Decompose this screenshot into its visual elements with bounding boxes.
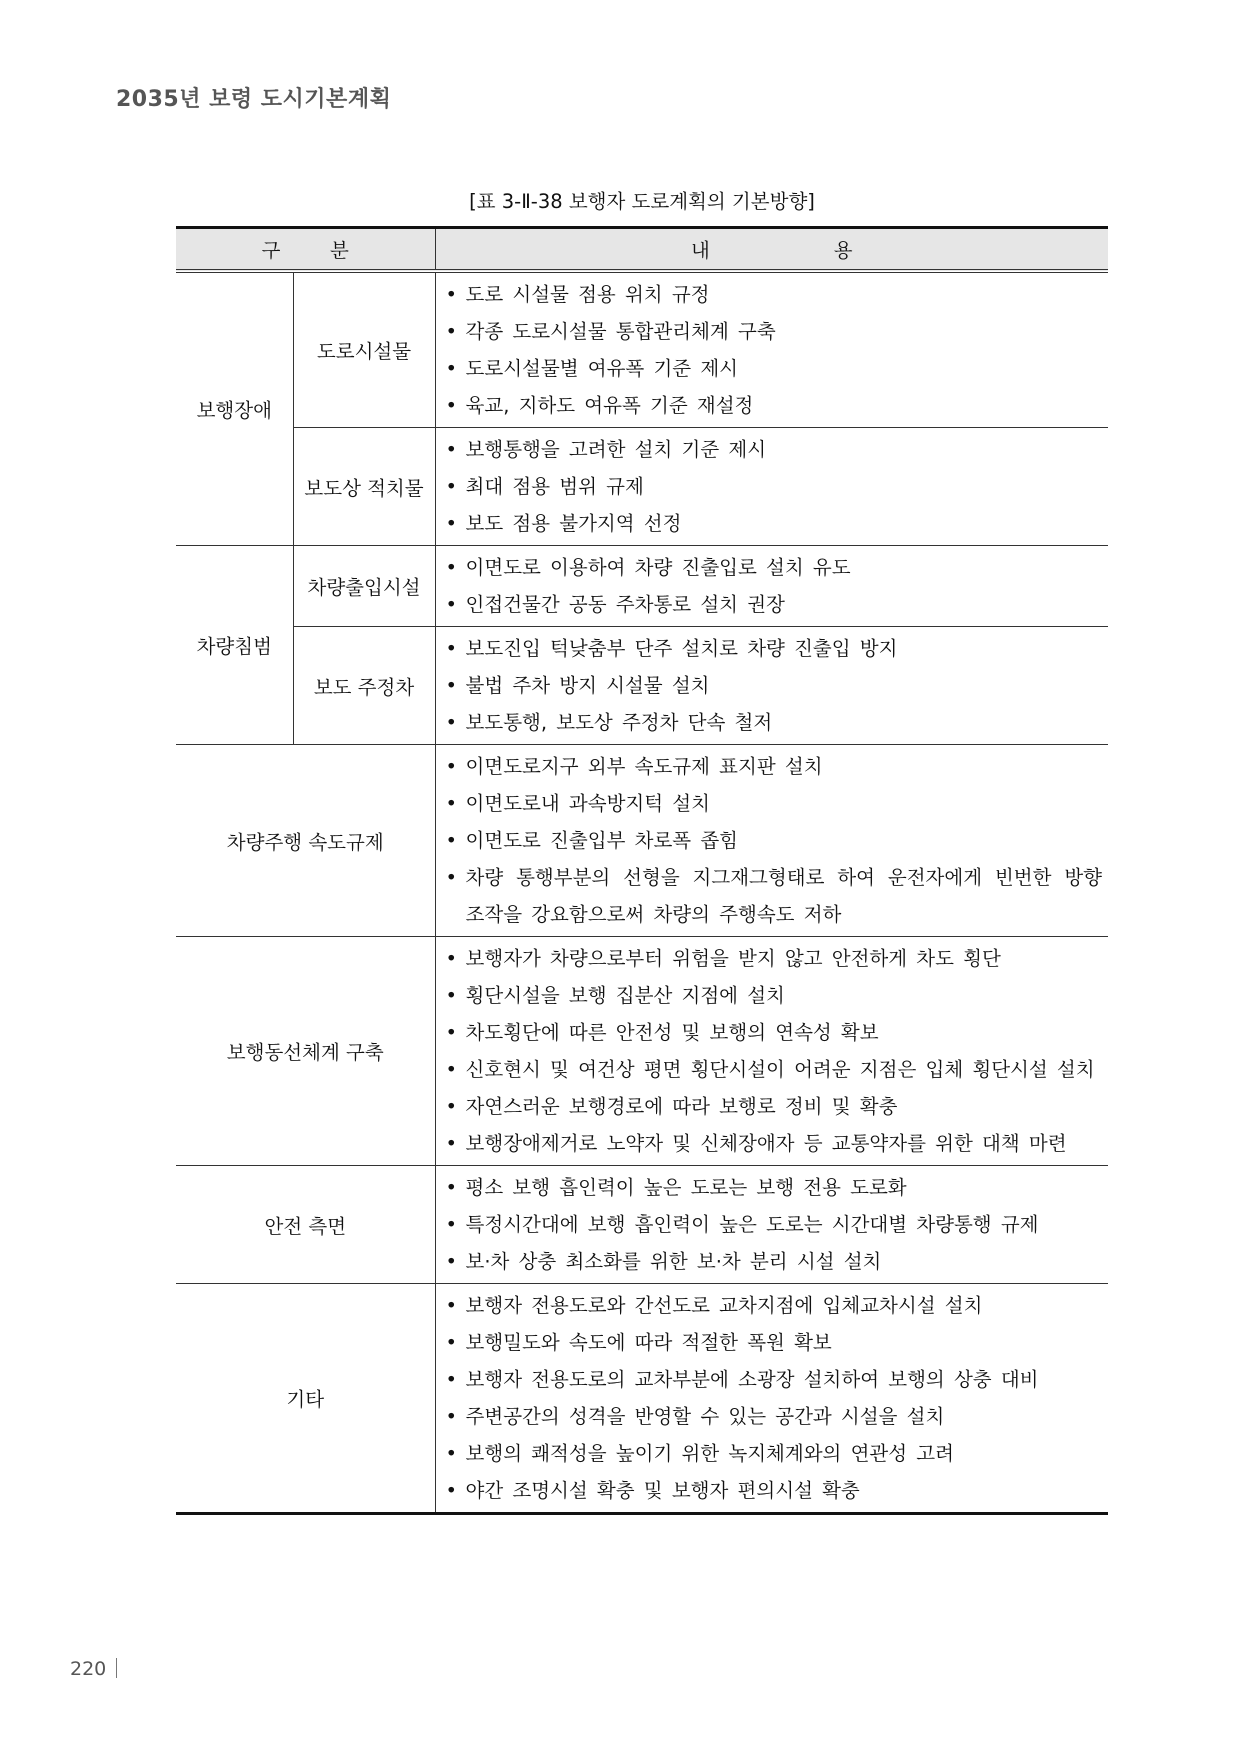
bullet-item: • 차량 통행부분의 선형을 지그재그형태로 하여 운전자에게 빈번한 방향 조작을 강요함으로써 차량의 주행속도 저하 — [444, 859, 1103, 933]
column-header-content: 내 용 — [435, 228, 1108, 272]
page-number: 220 — [70, 1658, 107, 1680]
bullet-item: • 보행밀도와 속도에 따라 적절한 폭원 확보 — [444, 1324, 1103, 1361]
table-row — [176, 627, 1108, 745]
bullet-item: • 보도진입 턱낮춤부 단주 설치로 차량 진출입 방지 — [444, 630, 1103, 667]
row-content-cell — [435, 937, 1108, 1166]
bullet-item: • 보행의 쾌적성을 높이기 위한 녹지체계와의 연관성 고려 — [444, 1435, 1103, 1472]
bullet-item: • 평소 보행 흡인력이 높은 도로는 보행 전용 도로화 — [444, 1169, 1103, 1206]
row-content-cell — [435, 1166, 1108, 1284]
table-caption: [표 3-Ⅱ-38 보행자 도로계획의 기본방향] — [469, 190, 815, 213]
row-category-cell: 안전 측면 — [176, 1166, 435, 1284]
table-row — [176, 745, 1108, 937]
page-footer — [70, 1658, 117, 1680]
row-content-cell — [435, 546, 1108, 627]
bullet-item: • 보·차 상충 최소화를 위한 보·차 분리 시설 설치 — [444, 1243, 1103, 1280]
bullet-item: • 주변공간의 성격을 반영할 수 있는 공간과 시설을 설치 — [444, 1398, 1103, 1435]
bullet-list — [444, 630, 1103, 741]
bullet-item: • 이면도로 이용하여 차량 진출입로 설치 유도 — [444, 549, 1103, 586]
bullet-item: • 특정시간대에 보행 흡인력이 높은 도로는 시간대별 차량통행 규제 — [444, 1206, 1103, 1243]
bullet-list — [444, 549, 1103, 623]
row-category-cell: 차량침범 — [176, 546, 293, 745]
bullet-item: • 최대 점용 범위 규제 — [444, 468, 1103, 505]
row-category-cell: 기타 — [176, 1284, 435, 1514]
bullet-item: • 보행자가 차량으로부터 위험을 받지 않고 안전하게 차도 횡단 — [444, 940, 1103, 977]
bullet-item: • 이면도로지구 외부 속도규제 표지판 설치 — [444, 748, 1103, 785]
row-category-cell: 보행동선체계 구축 — [176, 937, 435, 1166]
row-content-cell — [435, 745, 1108, 937]
table-row — [176, 937, 1108, 1166]
bullet-item: • 보도 점용 불가지역 선정 — [444, 505, 1103, 542]
column-header-category: 구 분 — [176, 228, 435, 272]
row-content-cell — [435, 1284, 1108, 1514]
bullet-item: • 불법 주차 방지 시설물 설치 — [444, 667, 1103, 704]
bullet-item: • 자연스러운 보행경로에 따라 보행로 정비 및 확충 — [444, 1088, 1103, 1125]
bullet-item: • 보도통행, 보도상 주정차 단속 철저 — [444, 704, 1103, 741]
pedestrian-road-plan-table — [176, 226, 1108, 1515]
bullet-item: • 차도횡단에 따른 안전성 및 보행의 연속성 확보 — [444, 1014, 1103, 1051]
bullet-item: • 보행통행을 고려한 설치 기준 제시 — [444, 431, 1103, 468]
bullet-item: • 육교, 지하도 여유폭 기준 재설정 — [444, 387, 1103, 424]
bullet-item: • 도로시설물별 여유폭 기준 제시 — [444, 350, 1103, 387]
row-subcategory-cell: 보도상 적치물 — [293, 428, 435, 546]
row-content-cell — [435, 428, 1108, 546]
bullet-list — [444, 431, 1103, 542]
bullet-item: • 보행장애제거로 노약자 및 신체장애자 등 교통약자를 위한 대책 마련 — [444, 1125, 1103, 1162]
bullet-item: • 인접건물간 공동 주차통로 설치 권장 — [444, 586, 1103, 623]
bullet-list — [444, 940, 1103, 1162]
table-header-row — [176, 228, 1108, 272]
row-content-cell — [435, 271, 1108, 428]
row-subcategory-cell: 도로시설물 — [293, 271, 435, 428]
bullet-item: • 보행자 전용도로의 교차부분에 소광장 설치하여 보행의 상충 대비 — [444, 1361, 1103, 1398]
table-row — [176, 428, 1108, 546]
row-category-cell: 차량주행 속도규제 — [176, 745, 435, 937]
row-subcategory-cell: 차량출입시설 — [293, 546, 435, 627]
row-content-cell — [435, 627, 1108, 745]
bullet-item: • 이면도로내 과속방지턱 설치 — [444, 785, 1103, 822]
bullet-item: • 도로 시설물 점용 위치 규정 — [444, 276, 1103, 313]
row-subcategory-cell: 보도 주정차 — [293, 627, 435, 745]
table-row — [176, 271, 1108, 428]
bullet-list — [444, 276, 1103, 424]
bullet-item: • 신호현시 및 여건상 평면 횡단시설이 어려운 지점은 입체 횡단시설 설치 — [444, 1051, 1103, 1088]
document-header-title: 2035년 보령 도시기본계획 — [116, 87, 392, 112]
row-category-cell: 보행장애 — [176, 271, 293, 546]
bullet-item: • 각종 도로시설물 통합관리체계 구축 — [444, 313, 1103, 350]
bullet-list — [444, 748, 1103, 933]
bullet-list — [444, 1169, 1103, 1280]
table-row — [176, 546, 1108, 627]
bullet-item: • 야간 조명시설 확충 및 보행자 편의시설 확충 — [444, 1472, 1103, 1509]
bullet-item: • 횡단시설을 보행 집분산 지점에 설치 — [444, 977, 1103, 1014]
bullet-list — [444, 1287, 1103, 1509]
bullet-item: • 이면도로 진출입부 차로폭 좁힘 — [444, 822, 1103, 859]
table-row — [176, 1284, 1108, 1514]
bullet-item: • 보행자 전용도로와 간선도로 교차지점에 입체교차시설 설치 — [444, 1287, 1103, 1324]
footer-divider — [116, 1658, 117, 1678]
table-row — [176, 1166, 1108, 1284]
